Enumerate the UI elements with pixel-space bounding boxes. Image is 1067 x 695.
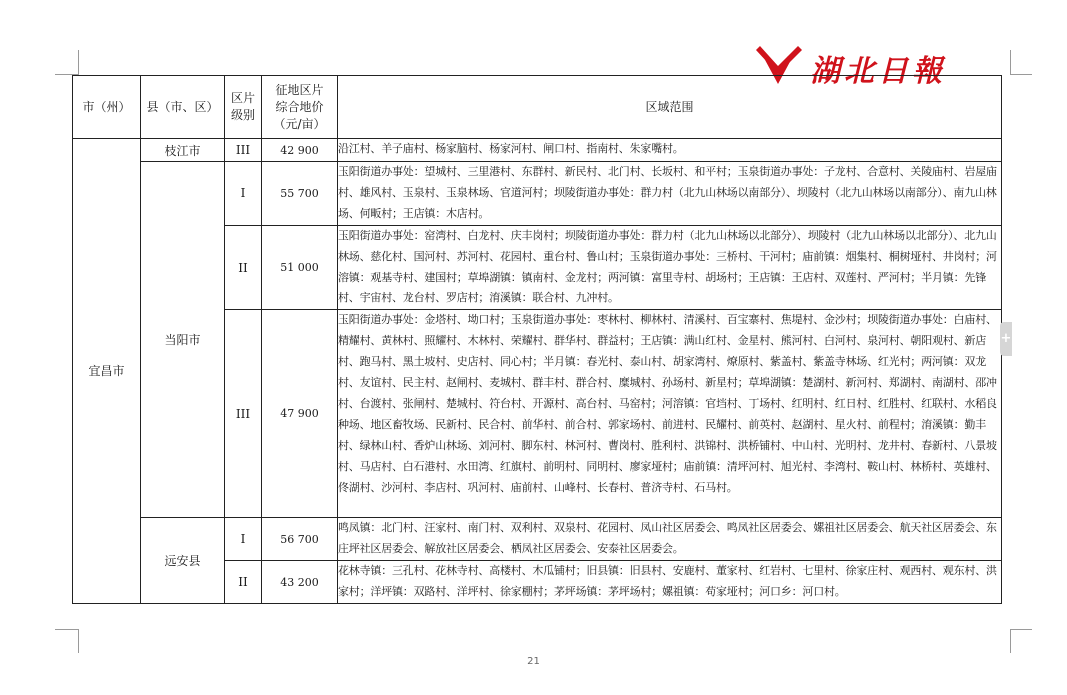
header-county: 县（市、区）	[141, 76, 225, 139]
table-row	[73, 139, 1002, 162]
price-cell: 56 700	[262, 518, 338, 561]
area-cell: 鸣凤镇：北门村、汪家村、南门村、双利村、双泉村、花园村、凤山社区居委会、鸣凤社区居委会、嫘祖社区居委会、航天社区居委会、东庄坪社区居委会、解放社区居委会、栖凤社区居委会、安泰社区居委会。	[338, 518, 1002, 561]
price-cell: 51 000	[262, 225, 338, 310]
header-row	[73, 76, 1002, 139]
table-row	[73, 162, 1002, 226]
city-cell: 宜昌市	[73, 139, 141, 604]
crop-mark	[1010, 74, 1032, 75]
logo-text: 湖北日報	[810, 54, 946, 89]
area-cell: 花林寺镇：三孔村、花林寺村、高楼村、木瓜铺村；旧县镇：旧县村、安鹿村、董家村、红岩村、七里村、徐家庄村、观西村、观东村、洪家村；洋坪镇：双路村、洋坪村、徐家棚村；茅坪场镇：茅坪场村；嫘祖镇：苟家垭村；河口乡：河口村。	[338, 561, 1002, 604]
grade-cell: III	[225, 310, 262, 518]
crop-mark	[78, 629, 79, 653]
grade-cell: I	[225, 518, 262, 561]
area-cell: 玉阳街道办事处：金塔村、坳口村；玉泉街道办事处：枣林村、柳林村、清溪村、百宝寨村、焦堤村、金沙村；坝陵街道办事处：白庙村、精耀村、黄林村、照耀村、木林村、荣耀村、群华村、群益村；王店镇：满山红村、金星村、熊河村、白河村、泉河村、朝阳观村、新店村、跑马村、黑土坡村、史店村、同心村；半月镇：春光村、泰山村、胡家湾村、燎原村、紫盖村、紫盖寺林场、红光村；两河镇：双龙村、友谊村、民主村、赵闸村、麦城村、群丰村、群合村、糜城村、孙场村、新星村；草埠湖镇：楚湖村、新河村、郑湖村、南湖村、邵冲村、台渡村、张闸村、楚城村、符台村、开源村、高台村、马窑村；河溶镇：官垱村、丁场村、红明村、红日村、红胜村、红联村、水稻良种场、地区畜牧场、民新村、民合村、前华村、前合村、郭家场村、前进村、民耀村、前英村、赵湖村、星火村、前程村；淯溪镇：勤丰村、绿林山村、香炉山林场、刘河村、脚东村、林河村、曹岗村、胜利村、洪锦村、洪桥铺村、中山村、光明村、龙井村、春新村、八景坡村、马店村、白石港村、水田湾、红旗村、前明村、同明村、廖家垭村；庙前镇：清坪河村、旭光村、李湾村、鞍山村、林桥村、英雄村、佟湖村、沙河村、李店村、巩河村、庙前村、山峰村、长春村、普济寺村、石马村。	[338, 310, 1002, 518]
page-number: 21	[527, 656, 540, 667]
header-price-line: 征地区片	[275, 82, 324, 97]
county-cell: 枝江市	[141, 139, 225, 162]
grade-cell: III	[225, 139, 262, 162]
crop-mark	[1010, 629, 1032, 630]
plus-icon: +	[1000, 331, 1012, 346]
area-cell: 玉阳街道办事处：窑湾村、白龙村、庆丰岗村；坝陵街道办事处：群力村（北九山林场以北部分）、坝陵村（北九山林场以北部分）、北九山林场、慈化村、国河村、苏河村、花园村、重台村、鲁山村；玉泉街道办事处：三桥村、干河村；庙前镇：烟集村、桐树垭村、井岗村；河溶镇：观基寺村、建国村；草埠湖镇：镇南村、金龙村；两河镇：富里寺村、胡场村；王店镇：王店村、双莲村、严河村；半月镇：先锋村、宇宙村、龙台村、罗店村；淯溪镇：联合村、九冲村。	[338, 225, 1002, 310]
header-price	[262, 76, 338, 139]
land-price-table	[72, 75, 1002, 604]
area-cell: 玉阳街道办事处：望城村、三里港村、东群村、新民村、北门村、长坂村、和平村；玉泉街道办事处：子龙村、合意村、关陵庙村、岩屋庙村、雄风村、玉泉村、玉泉林场、官道河村；坝陵街道办事处：群力村（北九山林场以南部分）、坝陵村（北九山林场以南部分）、南九山林场、何畈村；王店镇：木店村。	[338, 162, 1002, 226]
price-cell: 47 900	[262, 310, 338, 518]
crop-mark	[78, 50, 79, 74]
area-cell: 沿江村、羊子庙村、杨家脑村、杨家河村、闸口村、指南村、朱家嘴村。	[338, 139, 1002, 162]
header-grade	[225, 76, 262, 139]
side-expand-tab[interactable]	[1000, 322, 1012, 356]
grade-cell: I	[225, 162, 262, 226]
header-grade-line: 级别	[230, 108, 255, 122]
crop-mark	[1010, 629, 1011, 653]
header-grade-line: 区片	[230, 91, 255, 105]
price-cell: 55 700	[262, 162, 338, 226]
grade-cell: II	[225, 225, 262, 310]
header-area: 区域范围	[338, 76, 1002, 139]
county-cell: 远安县	[141, 518, 225, 604]
table-row	[73, 518, 1002, 561]
crop-mark	[1010, 50, 1011, 74]
price-cell: 42 900	[262, 139, 338, 162]
crop-mark	[55, 629, 79, 630]
header-price-line: （元/亩）	[273, 116, 326, 131]
header-city: 市（州）	[73, 76, 141, 139]
price-cell: 43 200	[262, 561, 338, 604]
county-cell: 当阳市	[141, 162, 225, 518]
grade-cell: II	[225, 561, 262, 604]
header-price-line: 综合地价	[275, 99, 324, 114]
